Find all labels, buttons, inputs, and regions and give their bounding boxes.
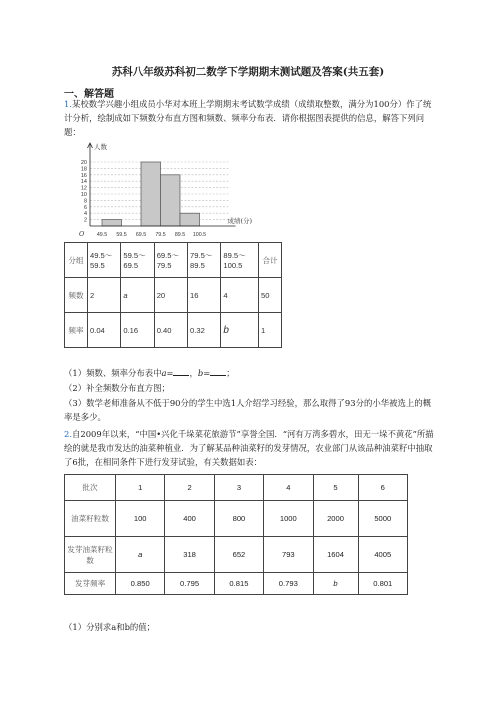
table-cell: 69.5～79.5 xyxy=(154,243,187,278)
y-tick-label: 20 xyxy=(80,160,87,166)
histogram-bar xyxy=(141,162,161,226)
table-cell: 793 xyxy=(264,537,313,573)
table-cell: 16 xyxy=(188,278,221,313)
table-cell: 59.5～69.5 xyxy=(121,243,154,278)
table-cell: 4005 xyxy=(358,537,407,573)
table-cell: 100 xyxy=(116,501,165,537)
page-title: 苏科八年级苏科初二数学下学期期末测试题及答案(共五套) xyxy=(111,66,385,78)
table-cell: 1 xyxy=(259,313,282,348)
table-cell: 5 xyxy=(313,475,358,501)
table-row-seeds xyxy=(65,501,408,537)
question-2-sub-1: （1）分别求a和b的值； xyxy=(64,622,156,632)
table-cell: 1000 xyxy=(264,501,313,537)
table-header-cell: 频数 xyxy=(65,278,88,313)
question-1-text xyxy=(64,97,436,139)
question-1-body: 某校数学兴趣小组成员小华对本班上学期期末考试数学成绩（成绩取整数，满分为100分）作了统计分析，绘制成如下频数分布直方图和频数、频率分布表．请你根据图表提供的信息，解答下列问题： xyxy=(64,99,432,137)
y-tick-label: 10 xyxy=(80,192,87,198)
table-cell: 0.04 xyxy=(88,313,121,348)
table-cell: 652 xyxy=(214,537,263,573)
table-cell: 0.793 xyxy=(264,573,313,595)
table-header-cell: 频率 xyxy=(65,313,88,348)
answer-blank-a[interactable] xyxy=(173,366,189,376)
x-tick-label: 59.5 xyxy=(116,232,127,238)
table-cell: 4 xyxy=(264,475,313,501)
y-tick-label: 14 xyxy=(80,179,87,186)
y-tick-label: 18 xyxy=(80,166,87,173)
table-cell: 318 xyxy=(165,537,214,573)
table-row-frequency xyxy=(65,278,282,313)
histogram-bar xyxy=(161,175,181,226)
frequency-table xyxy=(64,242,282,348)
table-cell: 49.5～59.5 xyxy=(88,243,121,278)
table-cell: 50 xyxy=(259,278,282,313)
table-cell: 0.815 xyxy=(214,573,263,595)
table-cell: 2000 xyxy=(313,501,358,537)
table-row-batch xyxy=(65,475,408,501)
table-cell: 0.850 xyxy=(116,573,165,595)
table-cell: 3 xyxy=(214,475,263,501)
histogram-bar xyxy=(180,213,200,226)
origin-label: O xyxy=(79,230,85,238)
table-cell: 400 xyxy=(165,501,214,537)
question-1-sub-1: （1）频数、频率分布表中a= ，b= ； xyxy=(64,368,235,378)
question-1-sub-3: （3）数学老师准备从不低于90分的学生中选1人介绍学习经验，那么取得了93分的小华被选上的概率是多少。 xyxy=(64,398,431,422)
table-cell: 2 xyxy=(88,278,121,313)
x-tick-label: 79.5 xyxy=(155,232,166,238)
question-2-number: 2. xyxy=(64,429,72,439)
table-cell: b xyxy=(313,573,358,595)
table-header-cell: 分组 xyxy=(65,243,88,278)
table-cell: a xyxy=(121,278,154,313)
table-cell: 0.16 xyxy=(121,313,154,348)
section-heading: 一、解答题 xyxy=(64,89,114,100)
y-tick-label: 4 xyxy=(83,211,87,218)
table-cell: 20 xyxy=(154,278,187,313)
question-1-sub-2: （2）补全频数分布直方图； xyxy=(64,383,170,393)
table-cell: 79.5～89.5 xyxy=(188,243,221,278)
table-cell: 4 xyxy=(221,278,259,313)
question-2-text xyxy=(64,427,436,469)
table-row-sprouted xyxy=(65,537,408,573)
x-tick-label: 49.5 xyxy=(96,232,108,238)
question-1-number: 1. xyxy=(64,99,72,109)
table-cell: 6 xyxy=(358,475,407,501)
table-cell: 0.32 xyxy=(188,313,221,348)
histogram-bar xyxy=(102,220,122,226)
table-row-rate xyxy=(65,313,282,348)
y-axis-label: 人数 xyxy=(94,143,107,151)
x-tick-label: 100.5 xyxy=(192,232,207,238)
table-cell: 800 xyxy=(214,501,263,537)
table-cell: 5000 xyxy=(358,501,407,537)
question-2-body: 自2009年以来，“中国•兴化千垛菜花旅游节”享誉全国．“河有万湾多碧水，田无一垛不黄花”所描绘的就是我市发达的油菜种植业．为了解某品种油菜籽的发芽情况，农业部门从该品种油菜籽中抽取了6批，在相同条件下进行发芽试验，有关数据如表： xyxy=(64,429,434,467)
table-row-groups xyxy=(65,243,282,278)
table-header-cell: 油菜籽粒数 xyxy=(65,501,116,537)
table-header-cell: 发芽油菜籽粒数 xyxy=(65,537,116,573)
table-header-cell: 批次 xyxy=(65,475,116,501)
answer-blank-b[interactable] xyxy=(210,366,226,376)
y-tick-label: 6 xyxy=(83,204,87,211)
table-cell: 0.795 xyxy=(165,573,214,595)
y-tick-label: 12 xyxy=(80,185,87,192)
frequency-histogram xyxy=(62,140,272,242)
germination-table xyxy=(64,474,408,595)
x-axis-label: 成绩(分) xyxy=(227,217,253,225)
x-tick-label: 89.5 xyxy=(174,232,186,238)
table-cell: 0.40 xyxy=(154,313,187,348)
table-header-cell: 合计 xyxy=(259,243,282,278)
table-cell: 1 xyxy=(116,475,165,501)
table-cell: 2 xyxy=(165,475,214,501)
table-row-germination-rate xyxy=(65,573,408,595)
y-tick-label: 8 xyxy=(83,198,87,205)
table-cell: a xyxy=(116,537,165,573)
y-tick-label: 2 xyxy=(83,217,87,224)
y-tick-label: 16 xyxy=(80,172,87,179)
table-cell: 0.801 xyxy=(358,573,407,595)
table-header-cell: 发芽频率 xyxy=(65,573,116,595)
table-cell: 1604 xyxy=(313,537,358,573)
table-cell: 89.5～100.5 xyxy=(221,243,259,278)
x-tick-label: 69.5 xyxy=(135,232,147,238)
table-cell: b xyxy=(221,313,259,348)
